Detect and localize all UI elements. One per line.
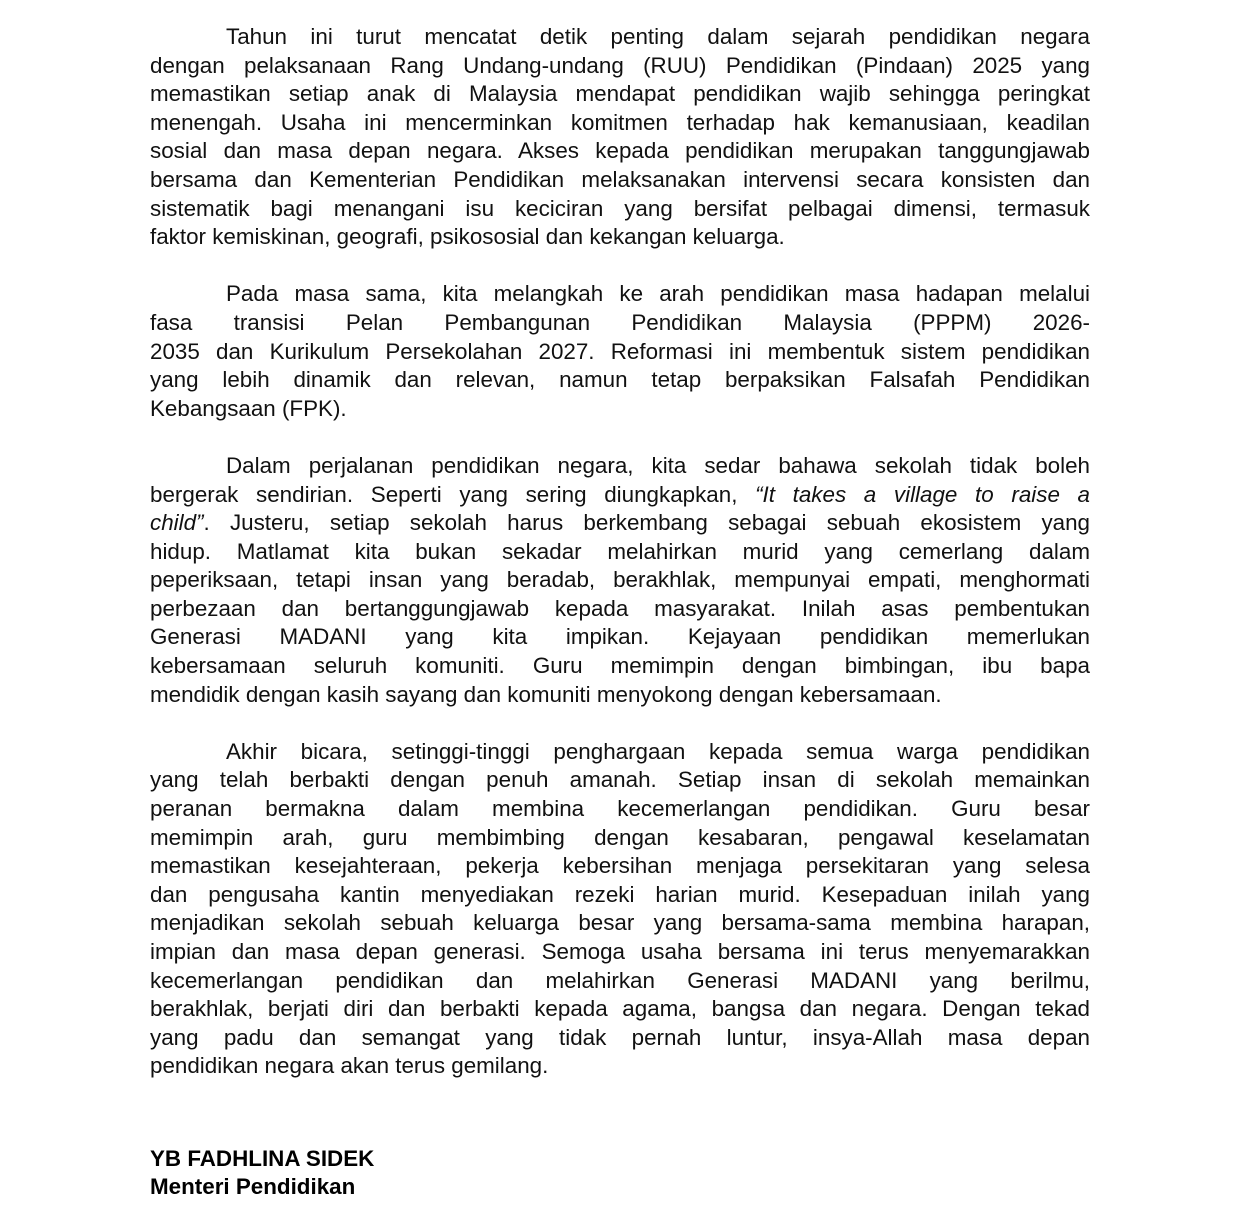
text-line: memastikan setiap anak di Malaysia mendapat pendidikan wajib sehingga peringkat	[150, 81, 1090, 107]
text-line	[150, 481, 1090, 510]
text-line: Dalam perjalanan pendidikan negara, kita sedar bahawa sekolah tidak boleh	[226, 452, 1090, 478]
text-line: yang lebih dinamik dan relevan, namun tetap berpaksikan Falsafah Pendidikan	[150, 367, 1090, 393]
paragraph	[150, 452, 1090, 709]
text-line: Generasi MADANI yang kita impikan. Kejayaan pendidikan memerlukan	[150, 624, 1090, 650]
text-line	[150, 509, 1090, 538]
text-line: pendidikan negara akan terus gemilang.	[150, 1053, 549, 1079]
text-line: sistematik bagi menangani isu keciciran yang bersifat pelbagai dimensi, termasuk	[150, 195, 1090, 221]
text-line: fasa transisi Pelan Pembangunan Pendidikan Malaysia (PPPM) 2026-	[150, 309, 1090, 335]
quote-text: “It takes a village to raise a	[755, 481, 1090, 507]
paragraph	[150, 738, 1090, 1081]
paragraph	[150, 280, 1090, 423]
text-line: faktor kemiskinan, geografi, psikososial dan kekangan keluarga.	[150, 224, 785, 250]
signature-block	[150, 1145, 374, 1201]
text-line: menjadikan sekolah sebuah keluarga besar yang bersama-sama membina harapan,	[150, 910, 1090, 936]
text-line: dengan pelaksanaan Rang Undang-undang (RUU) Pendidikan (Pindaan) 2025 yang	[150, 52, 1090, 78]
text-run: bergerak sendirian. Seperti yang sering diungkapkan,	[150, 481, 756, 507]
text-line: mendidik dengan kasih sayang dan komuniti menyokong dengan kebersamaan.	[150, 681, 942, 707]
quote-text: child”	[150, 510, 204, 536]
text-line: memimpin arah, guru membimbing dengan kesabaran, pengawal keselamatan	[150, 824, 1090, 850]
text-line: 2035 dan Kurikulum Persekolahan 2027. Reformasi ini membentuk sistem pendidikan	[150, 338, 1090, 364]
text-run: . Justeru, setiap sekolah harus berkembang sebagai sebuah ekosistem yang	[203, 510, 1090, 536]
signatory-name: YB FADHLINA SIDEK	[150, 1146, 375, 1171]
text-line: hidup. Matlamat kita bukan sekadar melahirkan murid yang cemerlang dalam	[150, 538, 1090, 564]
text-line: menengah. Usaha ini mencerminkan komitmen terhadap hak kemanusiaan, keadilan	[150, 109, 1090, 135]
paragraph	[150, 23, 1090, 252]
text-line: sosial dan masa depan negara. Akses kepada pendidikan merupakan tanggungjawab	[150, 138, 1090, 164]
text-line: kecemerlangan pendidikan dan melahirkan Generasi MADANI yang berilmu,	[150, 967, 1090, 993]
text-line: impian dan masa depan generasi. Semoga usaha bersama ini terus menyemarakkan	[150, 939, 1090, 964]
text-line: bersama dan Kementerian Pendidikan melaksanakan intervensi secara konsisten dan	[150, 166, 1090, 192]
text-line: dan pengusaha kantin menyediakan rezeki harian murid. Kesepaduan inilah yang	[150, 881, 1090, 907]
text-line: peperiksaan, tetapi insan yang beradab, berakhlak, mempunyai empati, menghormati	[150, 567, 1090, 593]
text-line: peranan bermakna dalam membina kecemerlangan pendidikan. Guru besar	[150, 796, 1090, 822]
text-line: memastikan kesejahteraan, pekerja kebersihan menjaga persekitaran yang selesa	[150, 853, 1090, 879]
text-line: Pada masa sama, kita melangkah ke arah pendidikan masa hadapan melalui	[226, 281, 1090, 307]
text-line: yang telah berbakti dengan penuh amanah. Setiap insan di sekolah memainkan	[150, 767, 1090, 793]
text-line: kebersamaan seluruh komuniti. Guru memimpin dengan bimbingan, ibu bapa	[150, 653, 1090, 679]
text-line: yang padu dan semangat yang tidak pernah luntur, insya-Allah masa depan	[150, 1024, 1090, 1050]
text-line: Kebangsaan (FPK).	[150, 395, 347, 421]
text-line: Tahun ini turut mencatat detik penting dalam sejarah pendidikan negara	[226, 24, 1090, 49]
text-line: Akhir bicara, setinggi-tinggi penghargaan kepada semua warga pendidikan	[226, 738, 1090, 764]
text-line: perbezaan dan bertanggungjawab kepada masyarakat. Inilah asas pembentukan	[150, 595, 1090, 621]
text-line: berakhlak, berjati diri dan berbakti kepada agama, bangsa dan negara. Dengan tekad	[150, 996, 1090, 1022]
signatory-title: Menteri Pendidikan	[150, 1174, 356, 1199]
document-body	[150, 23, 1090, 1110]
